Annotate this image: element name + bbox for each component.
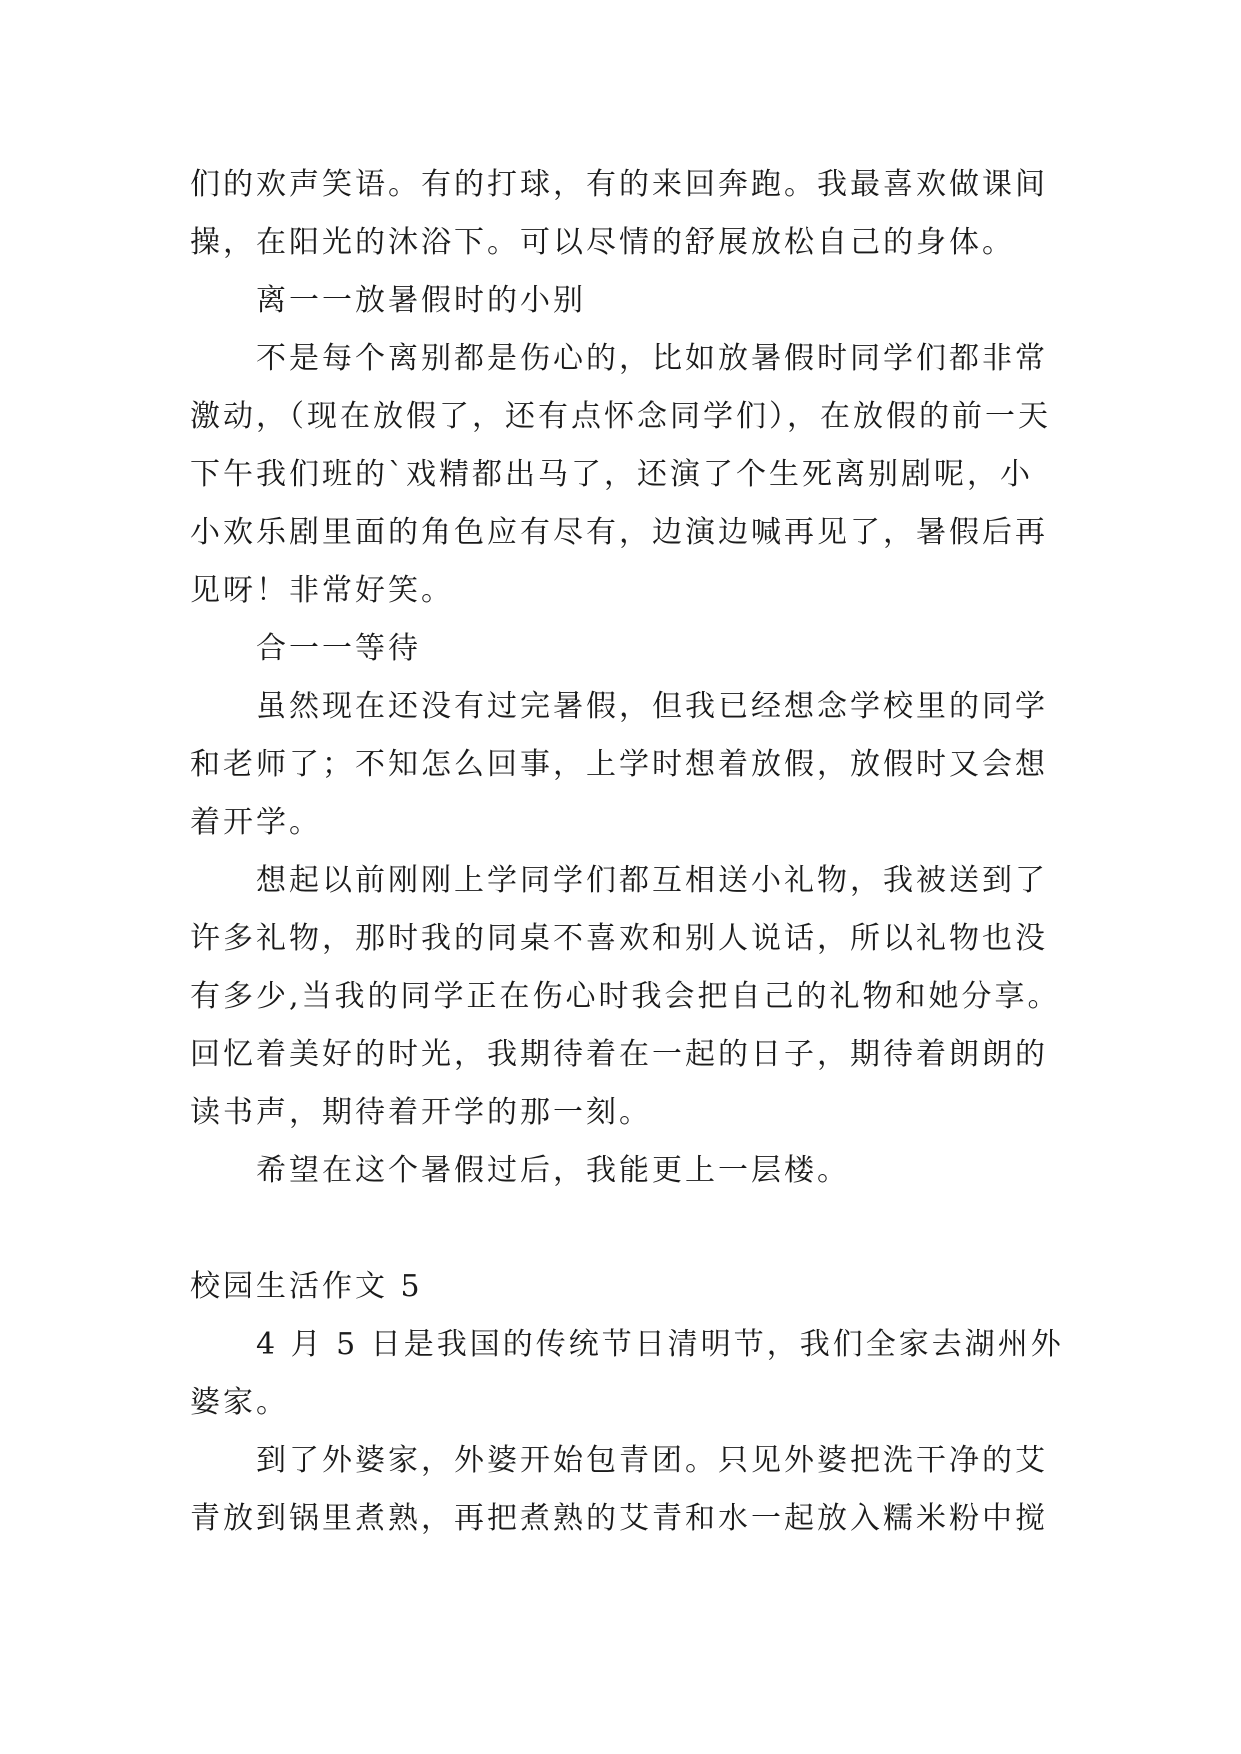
section-heading: 合一一等待 [256, 631, 421, 666]
paragraph-line: 读书声，期待着开学的那一刻。 [190, 1095, 652, 1130]
paragraph-line: 和老师了；不知怎么回事，上学时想着放假，放假时又会想 [190, 747, 1048, 782]
paragraph-line: 们的欢声笑语。有的打球，有的来回奔跑。我最喜欢做课间 [190, 167, 1048, 202]
paragraph-line: 虽然现在还没有过完暑假，但我已经想念学校里的同学 [256, 689, 1048, 724]
paragraph-line: 青放到锅里煮熟，再把煮熟的艾青和水一起放入糯米粉中搅 [190, 1501, 1048, 1536]
paragraph-line: 小欢乐剧里面的角色应有尽有，边演边喊再见了，暑假后再 [190, 515, 1048, 550]
document-body [190, 156, 1062, 1548]
paragraph-line: 回忆着美好的时光，我期待着在一起的日子，期待着朗朗的 [190, 1037, 1048, 1072]
paragraph-line: 不是每个离别都是伤心的，比如放暑假时同学们都非常 [256, 341, 1048, 376]
paragraph-line: 到了外婆家，外婆开始包青团。只见外婆把洗干净的艾 [256, 1443, 1048, 1478]
blank-line [190, 1200, 1062, 1258]
paragraph-line: 见呀！非常好笑。 [190, 573, 454, 608]
paragraph-line: 着开学。 [190, 805, 322, 840]
paragraph-line: 4 月 5 日是我国的传统节日清明节，我们全家去湖州外 [256, 1327, 1064, 1362]
article-title: 校园生活作文 5 [190, 1269, 423, 1304]
paragraph-line: 许多礼物，那时我的同桌不喜欢和别人说话，所以礼物也没 [190, 921, 1048, 956]
paragraph-line: 希望在这个暑假过后，我能更上一层楼。 [256, 1153, 850, 1188]
paragraph-line: 激动，（现在放假了，还有点怀念同学们），在放假的前一天 [190, 399, 1051, 434]
paragraph-line: 下午我们班的`戏精都出马了，还演了个生死离别剧呢，小 [190, 457, 1033, 492]
paragraph-line: 想起以前刚刚上学同学们都互相送小礼物，我被送到了 [256, 863, 1048, 898]
section-heading: 离一一放暑假时的小别 [256, 283, 586, 318]
paragraph-line: 操，在阳光的沐浴下。可以尽情的舒展放松自己的身体。 [190, 225, 1015, 260]
paragraph-line: 有多少,当我的同学正在伤心时我会把自己的礼物和她分享。 [190, 979, 1061, 1014]
paragraph-line: 婆家。 [190, 1385, 289, 1420]
